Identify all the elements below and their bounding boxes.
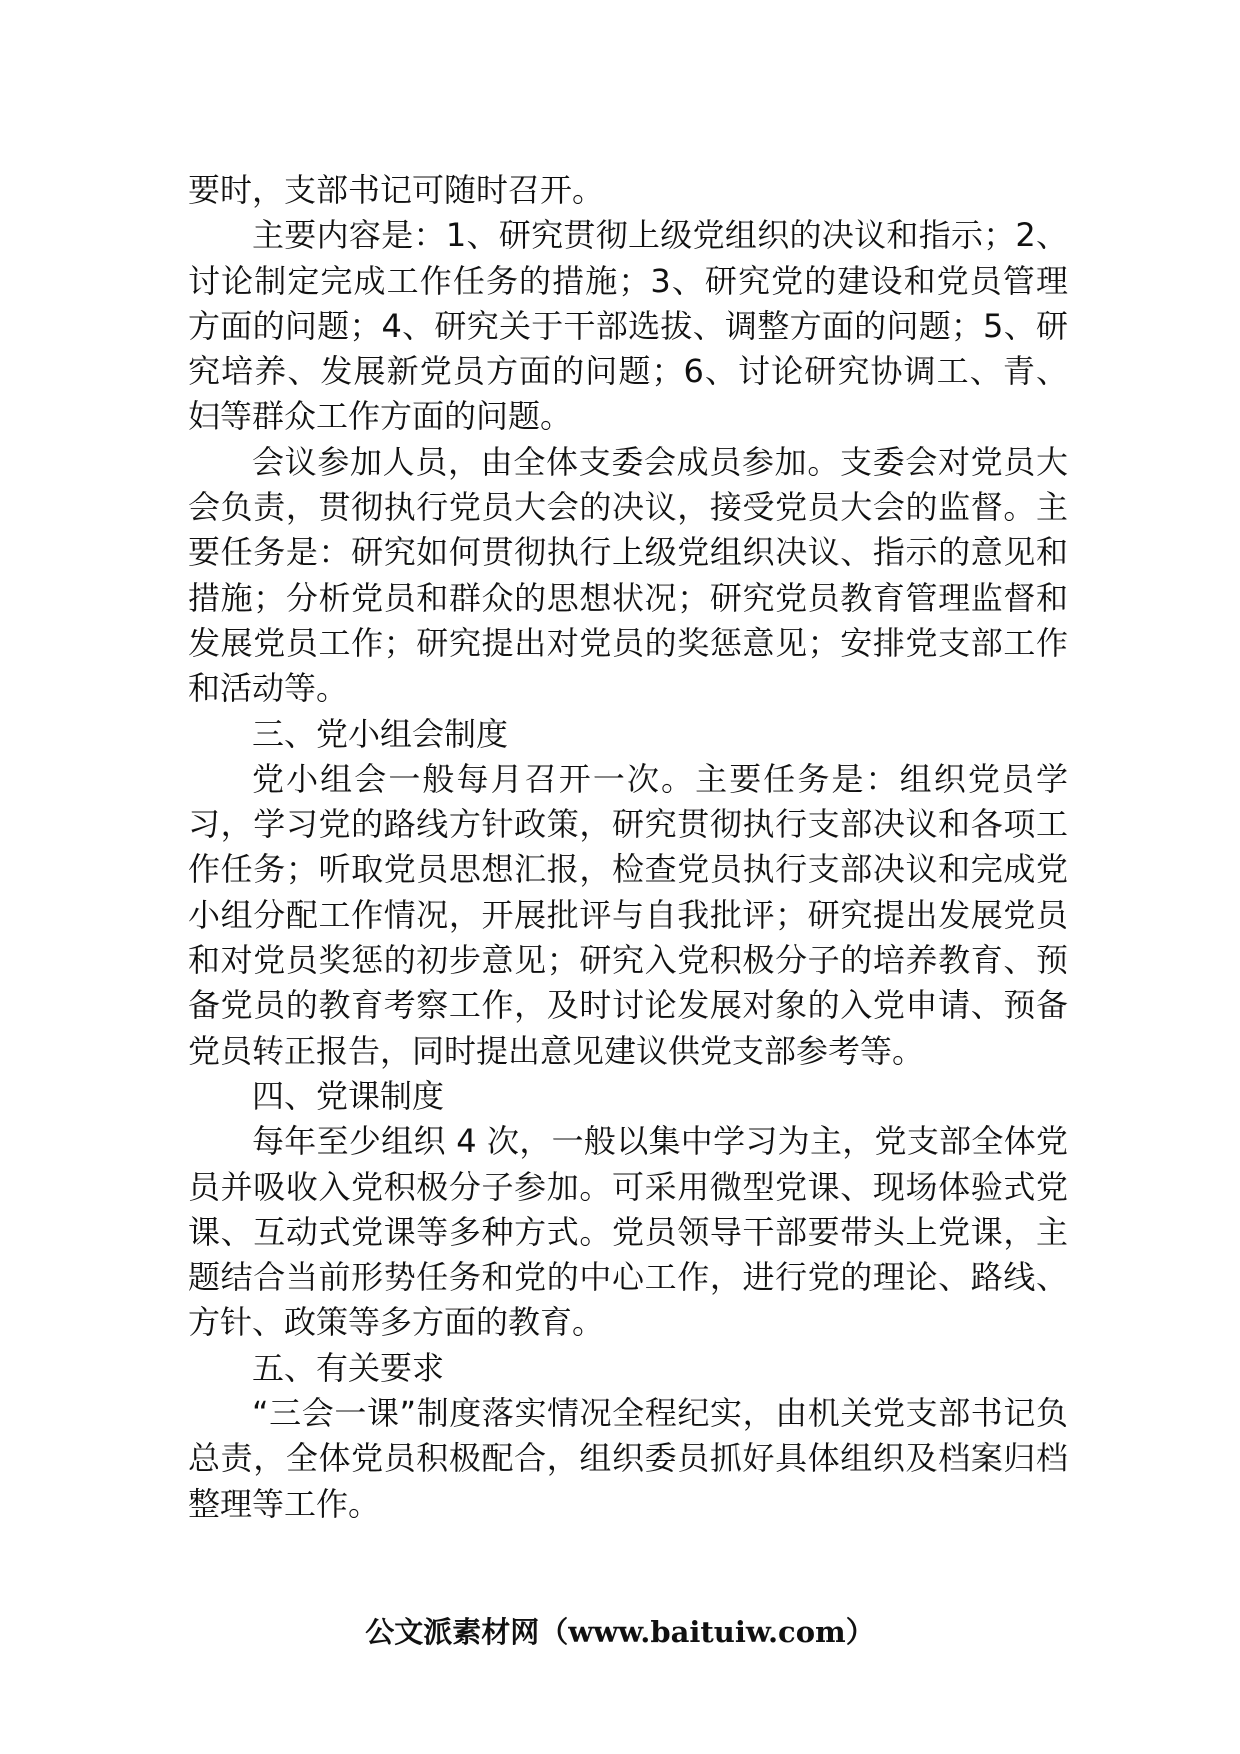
paragraph-committee-meeting: 会议参加人员，由全体支委会成员参加。支委会对党员大会负责，贯彻执行党员大会的决议，接受党员大会的监督。主要任务是：研究如何贯彻执行上级党组织决议、指示的意见和措施；分析党员和群众的思想状况；研究党员教育管理监督和发展党员工作；研究提出对党员的奖惩意见；安排党支部工作和活动等。 xyxy=(188,442,1068,708)
section-heading-requirements: 五、有关要求 xyxy=(252,1348,445,1387)
paragraph-party-lecture: 每年至少组织 4 次，一般以集中学习为主，党支部全体党员并吸收入党积极分子参加。可采用微型党课、现场体验式党课、互动式党课等多种方式。党员领导干部要带头上党课，主题结合当前形势任务和党的中心工作，进行党的理论、路线、方针、政策等多方面的教育。 xyxy=(188,1122,1068,1342)
footer-source-line: 公文派素材网（www.baituiw.com） xyxy=(365,1615,875,1649)
paragraph-main-content: 主要内容是：1、研究贯彻上级党组织的决议和指示；2、讨论制定完成工作任务的措施；3、研究党的建设和党员管理方面的问题；4、研究关于干部选拔、调整方面的问题；5、研究培养、发展新党员方面的问题；6、讨论研究协调工、青、妇等群众工作方面的问题。 xyxy=(188,216,1068,436)
section-heading-party-lecture: 四、党课制度 xyxy=(252,1076,445,1115)
paragraph-group-meeting: 党小组会一般每月召开一次。主要任务是：组织党员学习，学习党的路线方针政策，研究贯彻执行支部决议和各项工作任务；听取党员思想汇报，检查党员执行支部决议和完成党小组分配工作情况，开展批评与自我批评；研究提出发展党员和对党员奖惩的初步意见；研究入党积极分子的培养教育、预备党员的教育考察工作，及时讨论发展对象的入党申请、预备党员转正报告，同时提出意见建议供党支部参考等。 xyxy=(188,759,1068,1070)
document-body xyxy=(188,168,1068,1527)
paragraph-requirements: “三会一课”制度落实情况全程纪实，由机关党支部书记负总责，全体党员积极配合，组织委员抓好具体组织及档案归档整理等工作。 xyxy=(188,1394,1068,1523)
section-heading-group-meeting: 三、党小组会制度 xyxy=(252,714,509,753)
paragraph-continuation: 要时，支部书记可随时召开。 xyxy=(188,171,605,209)
